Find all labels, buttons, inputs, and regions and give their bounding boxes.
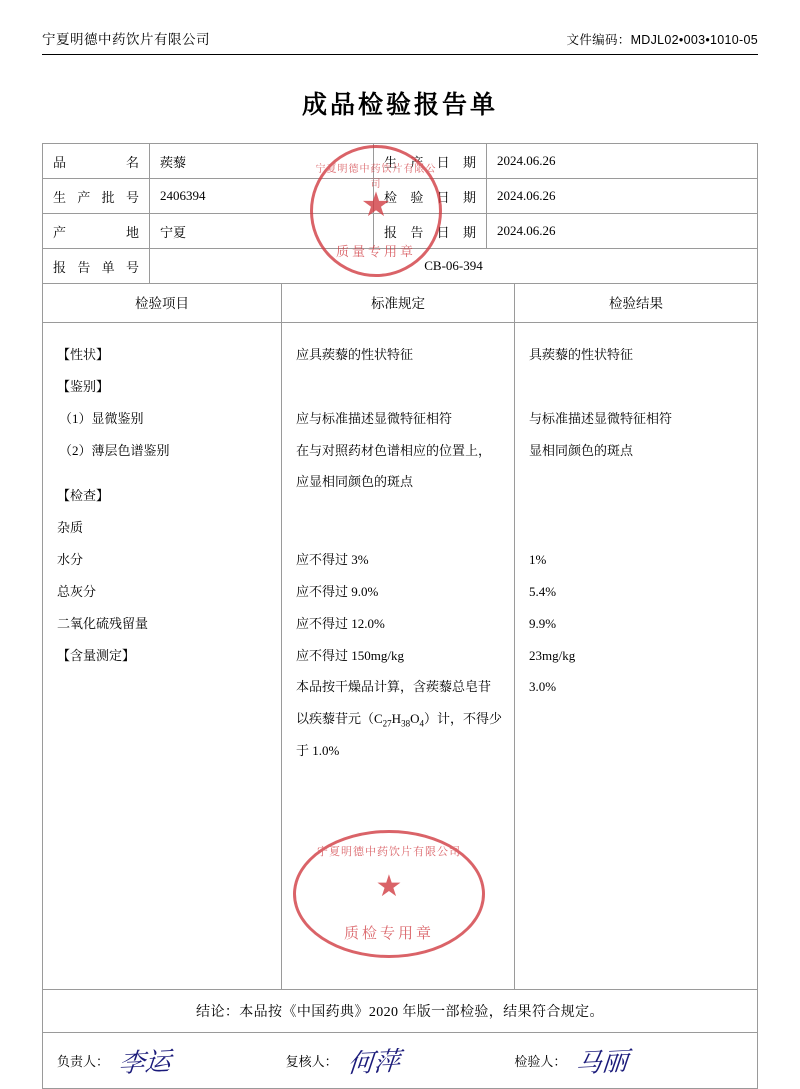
signature-label-responsible: 负责人： xyxy=(57,1054,110,1069)
field-label-report-no: 报告单号 xyxy=(43,249,150,284)
results-findings-cell xyxy=(515,323,758,990)
finding-impurity: 1% xyxy=(529,552,547,568)
stamp-top-text-small: 宁夏明德中药饮片有限公司 xyxy=(315,164,437,190)
field-label-batch-no: 生产批号 xyxy=(43,179,150,214)
item-sulfur-dioxide-residue: 二氧化硫残留量 xyxy=(57,615,149,631)
signature-responsible xyxy=(57,1042,286,1079)
field-label-origin: 产 地 xyxy=(43,214,150,249)
item-moisture: 水分 xyxy=(57,552,84,568)
column-header-result: 检验结果 xyxy=(515,284,758,323)
item-total-ash: 总灰分 xyxy=(57,583,97,599)
finding-moisture: 5.4% xyxy=(529,583,557,599)
conclusion-row: 结论：本品按《中国药典》2020 年版一部检验，结果符合规定。 xyxy=(42,990,758,1033)
finding-microscopic: 与标准描述显微特征相符 xyxy=(529,410,673,426)
item-impurity: 杂质 xyxy=(57,520,84,536)
item-identification: 【鉴别】 xyxy=(57,378,110,394)
document-code xyxy=(567,30,758,48)
table-row xyxy=(43,249,758,284)
standard-tlc-line2: 应显相同颜色的斑点 xyxy=(296,474,414,490)
table-row xyxy=(43,179,758,214)
standard-microscopic: 应与标准描述显微特征相符 xyxy=(296,410,453,426)
spacer-line-5 xyxy=(529,512,743,544)
star-icon: ★ xyxy=(360,186,392,224)
results-items-cell xyxy=(43,323,282,990)
field-value-product-name: 蒺藜 xyxy=(150,144,374,179)
spacer-line-2 xyxy=(296,512,500,544)
document-header xyxy=(42,28,758,55)
column-header-item: 检验项目 xyxy=(43,284,282,323)
results-body-row xyxy=(43,323,758,990)
spacer xyxy=(296,498,500,512)
stamp-top-text-big: 宁夏明德中药饮片有限公司 xyxy=(317,846,461,858)
spacer xyxy=(529,498,743,512)
table-row xyxy=(43,214,758,249)
standard-total-ash: 应不得过 12.0% xyxy=(296,615,385,631)
field-label-production-date: 生产日期 xyxy=(374,144,487,179)
item-content-determination: 【含量测定】 xyxy=(57,647,136,663)
signature-handwriting-inspector: 马丽 xyxy=(574,1046,630,1079)
standard-content-line3: 于 1.0% xyxy=(296,743,340,759)
document-code-label: 文件编码： xyxy=(566,33,631,47)
item-microscopic-identification: （1）显微鉴别 xyxy=(59,410,144,426)
field-value-batch-no: 2406394 xyxy=(150,179,374,214)
item-character: 【性状】 xyxy=(57,347,110,362)
field-value-inspection-date: 2024.06.26 xyxy=(487,179,758,214)
info-table xyxy=(42,143,758,284)
standard-content-line2: 以疾藜苷元$(C_{27}H_{38}O_4)$计，不得少 xyxy=(296,711,502,729)
standard-content-line1: 本品按干燥品计算，含蒺藜总皂苷 xyxy=(296,679,492,695)
field-value-report-no: CB-06-394 xyxy=(150,249,758,284)
item-tlc-identification: （2）薄层色谱鉴别 xyxy=(59,442,170,458)
field-label-product-name: 品 名 xyxy=(43,144,150,179)
finding-character: 具蒺藜的性状特征 xyxy=(529,347,634,362)
signature-row xyxy=(42,1033,758,1089)
finding-total-ash: 9.9% xyxy=(529,615,557,631)
spacer-line xyxy=(296,371,500,403)
standard-character: 应具蒺藜的性状特征 xyxy=(296,347,414,362)
signature-handwriting-reviewer: 何萍 xyxy=(346,1046,401,1079)
standard-tlc-line1: 在与对照药材色谱相应的位置上， xyxy=(296,442,492,458)
standard-sulfur-dioxide: 应不得过 150mg/kg xyxy=(296,647,404,663)
signature-inspector xyxy=(514,1042,743,1079)
finding-sulfur-dioxide: 23mg/kg xyxy=(529,647,576,663)
finding-tlc: 显相同颜色的斑点 xyxy=(529,442,634,458)
results-standards-cell xyxy=(282,323,515,990)
page-title: 成品检验报告单 xyxy=(301,91,498,119)
standard-impurity: 应不得过 3% xyxy=(296,552,369,568)
column-header-standard: 标准规定 xyxy=(282,284,515,323)
results-header-row xyxy=(43,284,758,323)
table-row xyxy=(43,144,758,179)
signature-label-inspector: 检验人： xyxy=(514,1054,567,1069)
standard-moisture: 应不得过 9.0% xyxy=(296,583,379,599)
signature-handwriting-responsible: 李运 xyxy=(117,1046,173,1079)
signature-label-reviewer: 复核人： xyxy=(285,1054,338,1069)
field-value-report-date: 2024.06.26 xyxy=(487,214,758,249)
company-name: 宁夏明德中药饮片有限公司 xyxy=(42,32,210,47)
spacer-line-3 xyxy=(529,371,743,403)
stamp-bottom-text-big: 质检专用章 xyxy=(343,925,434,942)
spacer xyxy=(57,466,267,480)
field-value-production-date: 2024.06.26 xyxy=(487,144,758,179)
finding-content: 3.0% xyxy=(529,679,557,695)
spacer-line-4 xyxy=(529,466,743,498)
signature-reviewer xyxy=(286,1042,515,1079)
stamp-bottom-text-small: 质量专用章 xyxy=(335,244,416,259)
results-table xyxy=(42,283,758,990)
field-value-origin: 宁夏 xyxy=(150,214,374,249)
document-code-value: MDJL02•003•1010-05 xyxy=(630,33,758,47)
field-label-inspection-date: 检验日期 xyxy=(374,179,487,214)
item-examination: 【检查】 xyxy=(57,488,110,504)
field-label-report-date: 报告日期 xyxy=(374,214,487,249)
star-icon: ★ xyxy=(375,869,403,903)
